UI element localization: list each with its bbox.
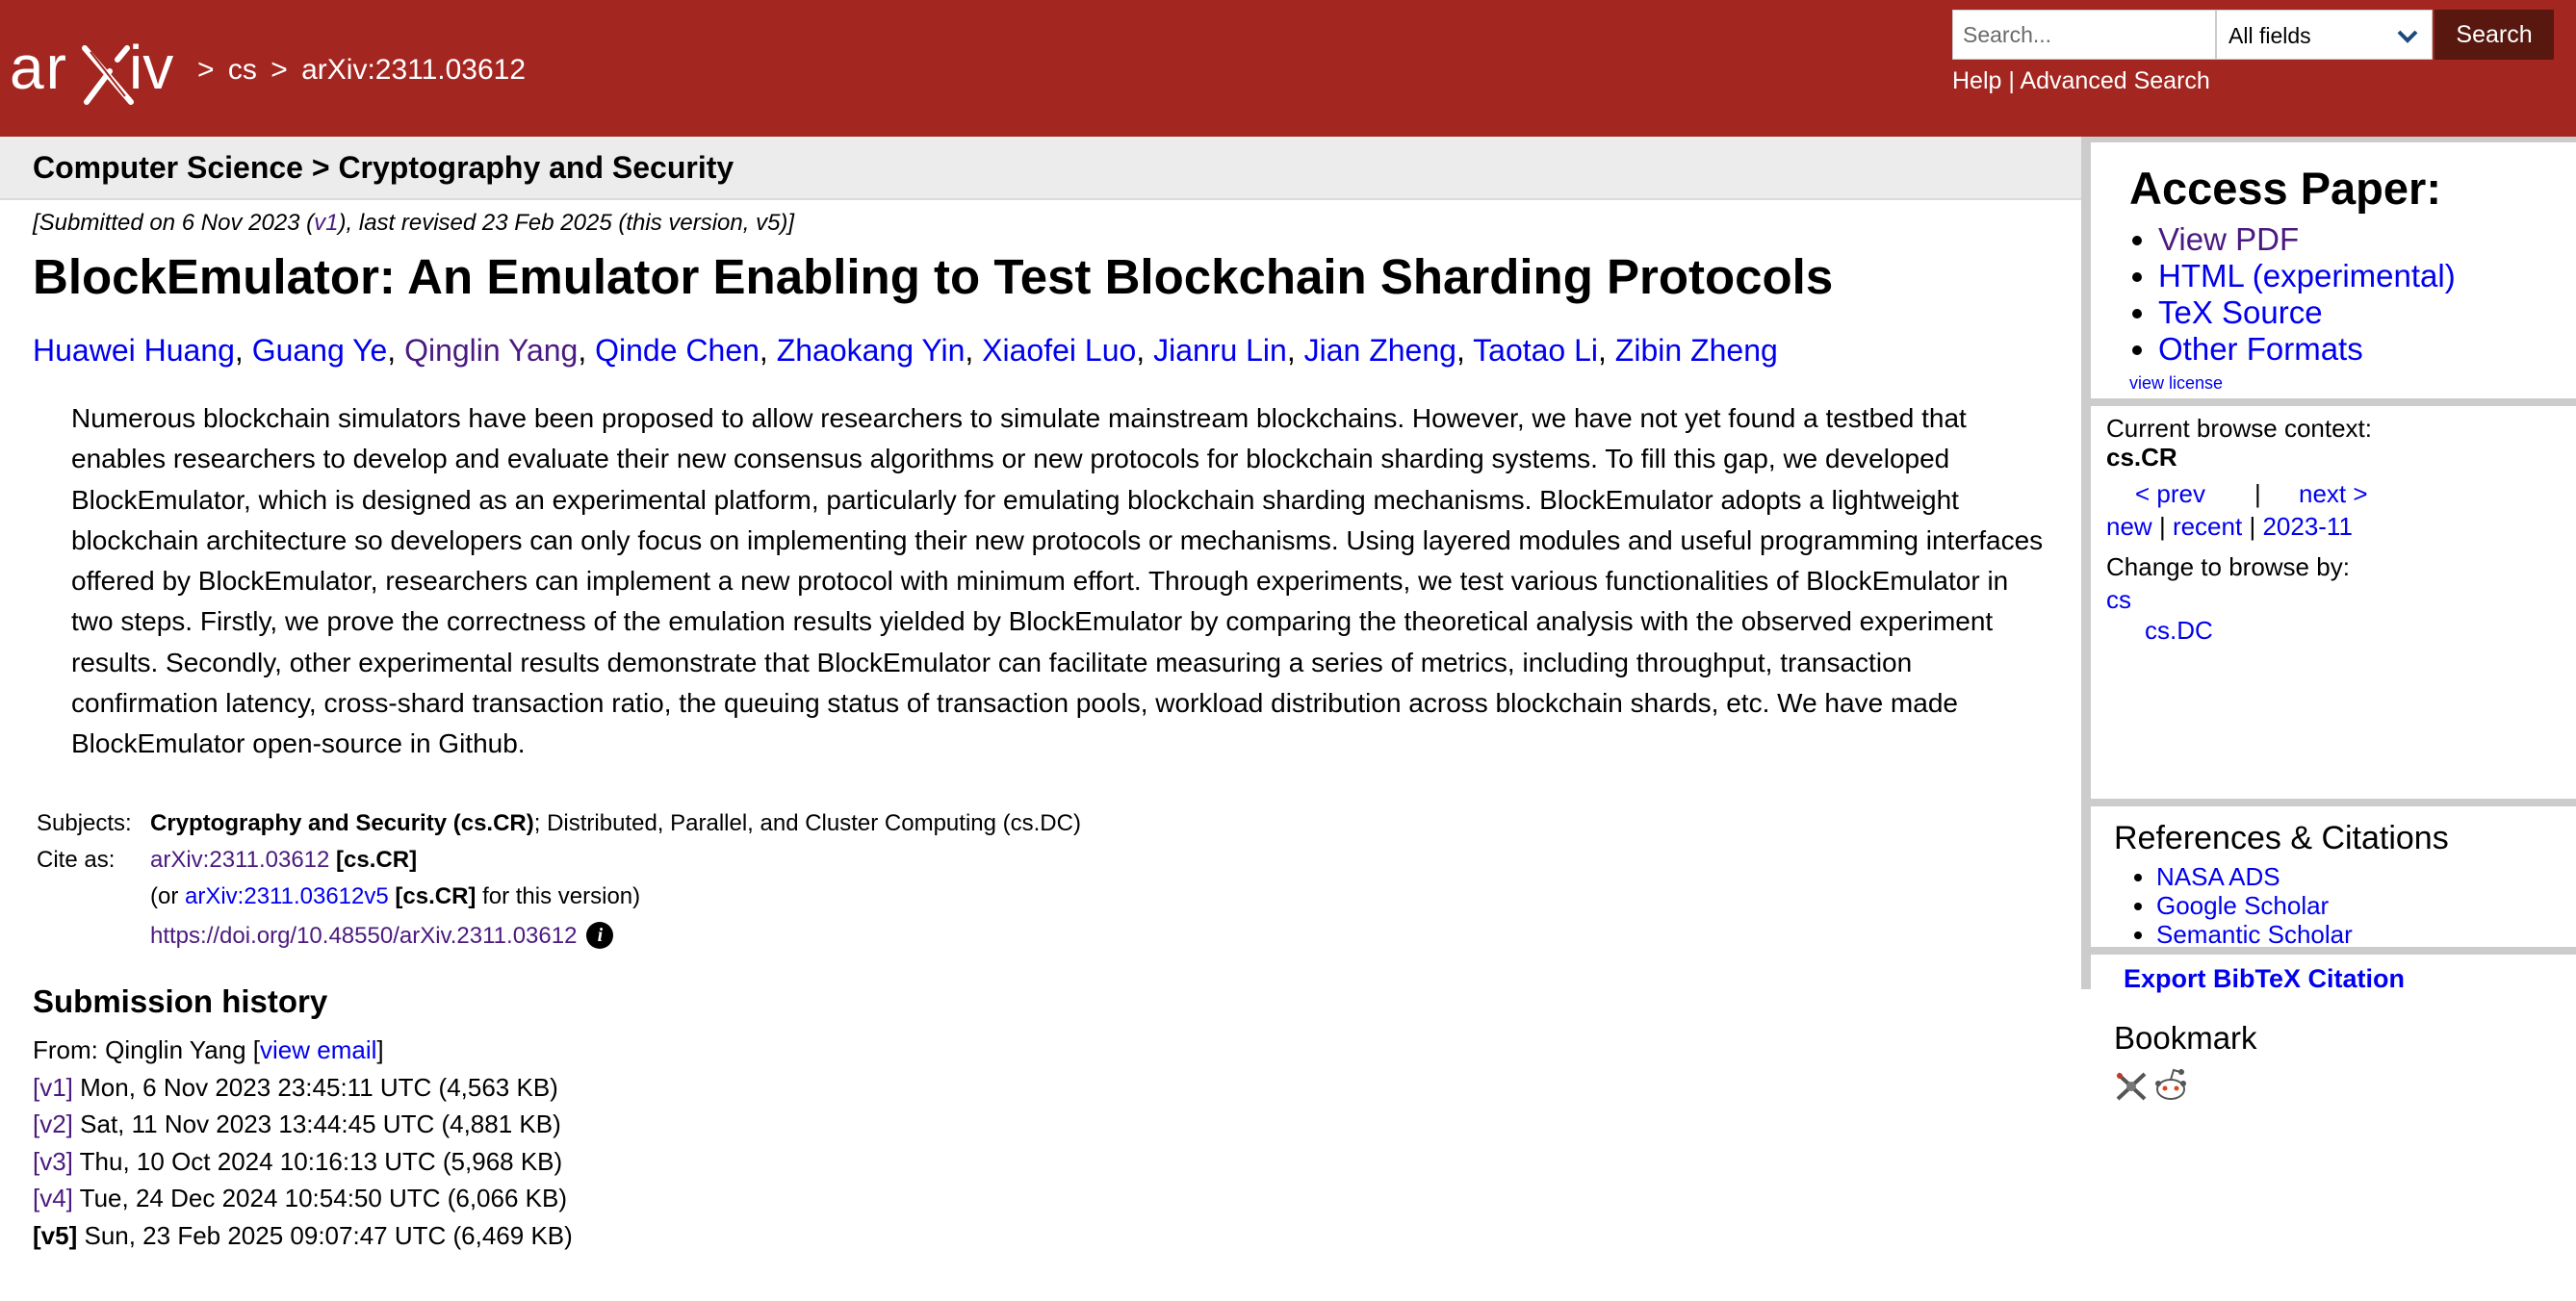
submission-history-title: Submission history [33, 983, 328, 1019]
submitter-text: From: Qinglin Yang [ [33, 1035, 261, 1064]
subjects-label: Subjects: [37, 810, 132, 836]
version-info: Tue, 24 Dec 2024 10:54:50 UTC (6,066 KB) [72, 1184, 568, 1212]
semantic-scholar-link[interactable]: Semantic Scholar [2156, 920, 2353, 949]
access-paper-title: Access Paper: [2129, 163, 2441, 214]
author-link[interactable]: Qinglin Yang [404, 333, 579, 368]
browse-context-panel [2091, 406, 2576, 799]
browse-separator: | [2158, 512, 2166, 541]
google-scholar-link[interactable]: Google Scholar [2156, 891, 2330, 920]
search-field-select[interactable] [2216, 10, 2433, 60]
version-entry [33, 1106, 573, 1143]
cite-version-link[interactable]: arXiv:2311.03612v5 [185, 883, 389, 909]
subjects-value [150, 810, 1081, 837]
author-link[interactable]: Qinde Chen [595, 333, 760, 368]
version-link[interactable]: [v4] [33, 1184, 73, 1212]
breadcrumb-paper-id: arXiv:2311.03612 [301, 54, 527, 86]
arxiv-logo[interactable] [10, 33, 191, 110]
export-panel [2091, 955, 2576, 1001]
access-paper-panel [2091, 142, 2576, 398]
subject-breadcrumb: Computer Science > Cryptography and Security [33, 150, 734, 185]
references-panel [2091, 806, 2576, 947]
author-link[interactable]: Guang Ye [251, 333, 388, 368]
submission-history [33, 1032, 573, 1254]
change-browse-label: Change to browse by: [2106, 552, 2350, 581]
reference-item [2156, 920, 2353, 949]
access-links [2127, 221, 2456, 368]
search-field-value: All fields [2228, 23, 2311, 48]
info-icon[interactable]: i [586, 922, 613, 949]
export-bibtex-link[interactable]: Export BibTeX Citation [2124, 964, 2406, 993]
author-link[interactable]: Jian Zheng [1303, 333, 1456, 368]
cite-tag: [cs.CR] [336, 847, 418, 873]
dateline-suffix: ), last revised 23 Feb 2025 (this version, v5)] [338, 210, 795, 236]
submitter-line [33, 1032, 573, 1069]
author-link[interactable]: Huawei Huang [33, 333, 235, 368]
reference-item [2156, 891, 2353, 920]
browse-cs-link[interactable]: cs [2106, 585, 2131, 614]
version-entry-current [33, 1217, 573, 1255]
month-link[interactable]: 2023-11 [2262, 512, 2353, 541]
author-list: Huawei Huang, Guang Ye, Qinglin Yang, Qinde Chen, Zhaokang Yin, Xiaofei Luo, Jianru Lin, Jian Zheng, Taotao Li, Zibin Zheng [33, 333, 1778, 368]
view-pdf-link[interactable]: View PDF [2158, 221, 2300, 257]
version-entry [33, 1180, 573, 1217]
header-link-separator: | [2008, 67, 2015, 94]
author-link[interactable]: Zhaokang Yin [776, 333, 966, 368]
dateline-prefix: [Submitted on 6 Nov 2023 ( [33, 210, 315, 236]
submitter-close: ] [376, 1035, 384, 1064]
references-list [2133, 862, 2353, 949]
author-link[interactable]: Taotao Li [1473, 333, 1599, 368]
browse-separator: | [2249, 512, 2256, 541]
version-info: Sat, 11 Nov 2023 13:44:45 UTC (4,881 KB) [72, 1110, 561, 1138]
breadcrumb-sep: > [197, 54, 215, 86]
cite-id-link[interactable]: arXiv:2311.03612 [150, 847, 330, 873]
search-input[interactable]: Search... [1952, 10, 2216, 60]
paper-title: BlockEmulator: An Emulator Enabling to Test Blockchain Sharding Protocols [33, 249, 1834, 304]
advanced-search-link[interactable]: Advanced Search [2020, 67, 2210, 94]
version-link[interactable]: [v1] [33, 1072, 73, 1102]
chevron-down-icon [2395, 24, 2420, 49]
cite-version-tag: [cs.CR] [395, 883, 477, 909]
view-email-link[interactable]: view email [260, 1035, 377, 1064]
reference-item [2156, 862, 2353, 891]
version-info: Thu, 10 Oct 2024 10:16:13 UTC (5,968 KB) [72, 1146, 563, 1176]
bookmark-title: Bookmark [2114, 1020, 2257, 1056]
version-entry [33, 1069, 573, 1107]
browse-context-value: cs.CR [2106, 443, 2177, 472]
version-link[interactable]: [v2] [33, 1110, 73, 1138]
v1-link[interactable]: v1 [314, 210, 339, 236]
recent-link[interactable]: recent [2172, 512, 2243, 541]
reddit-icon[interactable] [2152, 1066, 2189, 1103]
version-entry [33, 1143, 573, 1181]
browse-list-links [2106, 512, 2353, 542]
browse-context-label: Current browse context: [2106, 414, 2373, 443]
other-formats-link[interactable]: Other Formats [2158, 331, 2363, 367]
help-link[interactable]: Help [1952, 67, 2002, 94]
doi-value [150, 922, 613, 950]
next-link[interactable]: next > [2299, 479, 2368, 508]
header-help-links [1952, 67, 2210, 95]
abstract: Numerous blockchain simulators have been proposed to allow researchers to simulate mainstream blockchains. However, we have not yet found a testbed that enables researchers to develop and evaluate their new consensus algorithms or new protocols for blockchain sharding systems. To fill this gap, we developed BlockEmulator, which is designed as an experimental platform, particularly for emulating blockchain sharding mechanisms. BlockEmulator adopts a lightweight blockchain architecture so developers can only focus on implementing their new protocols or mechanisms. Using layered modules and useful programming interfaces offered by BlockEmulator, researchers can implement a new protocol with minimum effort. Through experiments, we test various functionalities of BlockEmulator in two steps. Firstly, we prove the correctness of the emulation results yielded by BlockEmulator by comparing the theoretical analysis with the observed experiment results. Secondly, other experimental results demonstrate that BlockEmulator can facilitate measuring a series of metrics, including throughput, transaction confirmation latency, cross-shard transaction ratio, the queuing status of transaction pools, workload distribution across blockchain shards, etc. We have made BlockEmulator open-source in Github. [71, 403, 2044, 759]
access-link-item [2158, 221, 2456, 258]
subject-bar [0, 137, 2081, 200]
primary-subject: Cryptography and Security (cs.CR) [150, 810, 534, 836]
cite-or-suffix: for this version) [476, 883, 641, 909]
breadcrumb-cs[interactable]: cs [227, 54, 257, 86]
submission-dateline [33, 210, 794, 237]
cite-value [150, 847, 417, 874]
browse-csdc-link[interactable]: cs.DC [2145, 616, 2213, 645]
author-link[interactable]: Xiaofei Luo [982, 333, 1137, 368]
svg-text:ar: ar [10, 33, 68, 102]
tex-source-link[interactable]: TeX Source [2158, 294, 2323, 330]
doi-link[interactable]: https://doi.org/10.48550/arXiv.2311.03612 [150, 923, 578, 949]
cite-label: Cite as: [37, 847, 116, 873]
bookmark-icons [2114, 1066, 2189, 1108]
references-title: References & Citations [2114, 820, 2449, 856]
version-info: Mon, 6 Nov 2023 23:45:11 UTC (4,563 KB) [72, 1072, 558, 1102]
cite-version [150, 883, 640, 910]
prev-link[interactable]: < prev [2135, 479, 2205, 508]
access-link-item [2158, 258, 2456, 294]
site-header [0, 0, 2576, 137]
access-link-item [2158, 294, 2456, 331]
view-license-link[interactable]: view license [2129, 373, 2224, 393]
breadcrumb [197, 54, 531, 87]
access-link-item [2158, 331, 2456, 368]
version-info: Sun, 23 Feb 2025 09:07:47 UTC (6,469 KB) [77, 1220, 573, 1250]
browse-separator: | [2254, 479, 2261, 508]
version-link[interactable]: [v3] [33, 1146, 73, 1176]
author-link[interactable]: Zibin Zheng [1614, 333, 1778, 368]
nasa-ads-link[interactable]: NASA ADS [2156, 862, 2280, 891]
bibsonomy-icon[interactable] [2114, 1070, 2149, 1103]
new-link[interactable]: new [2106, 512, 2152, 541]
search-button[interactable]: Search [2434, 10, 2554, 60]
cite-or-prefix: (or [150, 883, 185, 909]
bookmark-panel [2091, 1008, 2576, 1114]
sidebar [2081, 137, 2576, 1056]
breadcrumb-sep: > [270, 54, 288, 86]
html-experimental-link[interactable]: HTML (experimental) [2158, 258, 2456, 293]
author-link[interactable]: Jianru Lin [1153, 333, 1287, 368]
current-version-label: [v5] [33, 1220, 78, 1250]
secondary-subjects: ; Distributed, Parallel, and Cluster Computing (cs.DC) [533, 810, 1081, 836]
svg-text:iv: iv [129, 33, 174, 102]
